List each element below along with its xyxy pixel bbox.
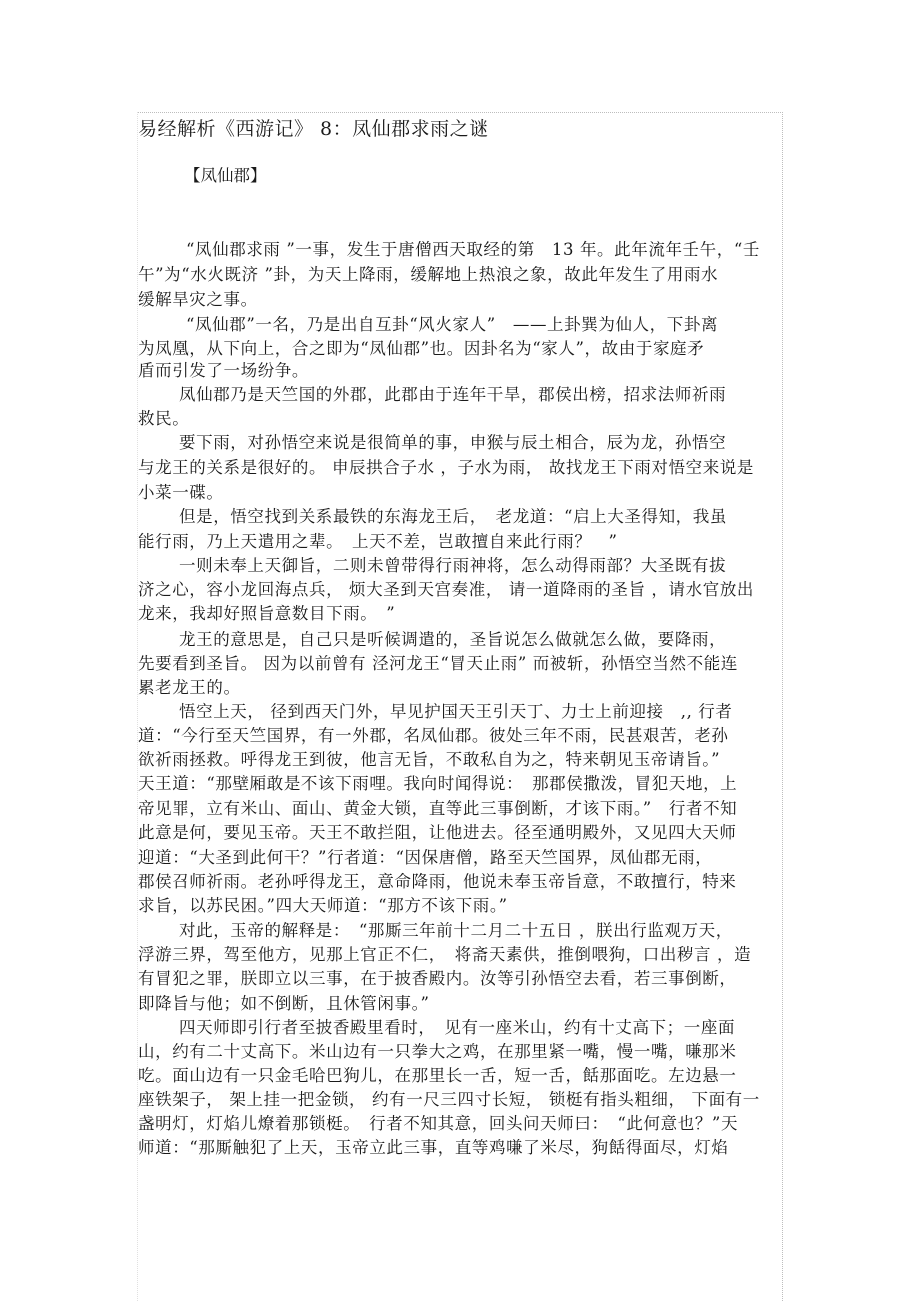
text-line: “凤仙郡”一名，乃是出自互卦“风火家人” ——上卦巽为仙人，下卦离 — [186, 315, 719, 334]
text-line: 座铁架子， 架上挂一把金锁， 约有一尺三四寸长短， 锁梃有指头粗细， 下面有一 — [138, 1090, 760, 1109]
text-line: 有冒犯之罪，朕即立以三事，在于披香殿内。汝等引孙悟空去看，若三事倒断， — [138, 969, 737, 988]
text-line: 悟空上天， 径到西天门外，早见护国天王引天丁、力士上前迎接 ,, 行者 — [179, 702, 733, 721]
text-line: 浮游三界，驾至他方，见那上官正不仁， 将斋天素供，推倒喂狗，口出秽言 ，造 — [138, 945, 752, 964]
text-line: 山，约有二十丈高下。米山边有一只拳大之鸡，在那里紧一嘴，慢一嘴，嗛那米 — [138, 1042, 737, 1061]
text-line: 济之心，容小龙回海点兵， 烦大圣到天宫奏准， 请一道降雨的圣旨 ，请水官放出 — [138, 580, 755, 599]
text-line: 缓解旱灾之事。 — [138, 290, 258, 309]
text-line: 先要看到圣旨。 因为以前曾有 泾河龙王“冒天止雨” 而被斩，孙悟空当然不能连 — [138, 654, 738, 673]
text-line: 与龙王的关系是很好的。 申辰拱合子水 ，子水为雨， 故找龙王下雨对悟空来说是 — [138, 458, 755, 477]
text-line: 对此，玉帝的解释是： “那厮三年前十二月二十五日 ，朕出行监观万天， — [179, 921, 733, 940]
text-line: 天王道：“那壁厢敢是不该下雨哩。我向时闻得说： 那郡侯撒泼，冒犯天地，上 — [138, 774, 738, 793]
text-line: 龙来，我却好照旨意数目下雨。 ” — [138, 604, 396, 623]
text-line: 龙王的意思是，自己只是听候调遣的，圣旨说怎么做就怎么做，要降雨， — [179, 630, 727, 649]
text-line: 此意是何，要见玉帝。天王不敢拦阻，让他进去。径至通明殿外，又见四大天师 — [138, 823, 737, 842]
text-line: 盏明灯，灯焰儿燎着那锁梃。 行者不知其意，回头问天师曰： “此何意也？”天 — [138, 1114, 739, 1133]
text-line: 帝见罪，立有米山、面山、黄金大锁，直等此三事倒断，才该下雨。” 行者不知 — [138, 799, 738, 818]
text-line: 为凤凰，从下向上，合之即为“凤仙郡”也。因卦名为“家人”，故由于家庭矛 — [138, 339, 705, 358]
text-line: 凤仙郡乃是天竺国的外郡，此郡由于连年干旱，郡侯出榜，招求法师祈雨 — [179, 385, 727, 404]
text-line: 一则未奉上天御旨，二则未曾带得行雨神将，怎么动得雨部？大圣既有拔 — [179, 556, 727, 575]
page-border-right — [782, 112, 783, 1301]
text-line: 要下雨，对孙悟空来说是很简单的事，申猴与辰土相合，辰为龙，孙悟空 — [179, 433, 727, 452]
document-title: 易经解析《西游记》 8：凤仙郡求雨之谜 — [138, 118, 489, 140]
text-line: 午”为“水火既济 ”卦，为天上降雨，缓解地上热浪之象，故此年发生了用雨水 — [138, 265, 719, 284]
text-line: 但是，悟空找到关系最铁的东海龙王后， 老龙道：“启上大圣得知，我虽 — [179, 507, 727, 526]
text-line: 即降旨与他；如不倒断，且休管闲事。” — [138, 994, 430, 1013]
text-line: 小菜一碟。 — [138, 483, 224, 502]
text-line: 能行雨，乃上天遣用之辈。 上天不差，岂敢擅自来此行雨？ ” — [138, 532, 618, 551]
text-line: 师道：“那厮触犯了上天，玉帝立此三事，直等鸡嗛了米尽，狗餂得面尽，灯焰 — [138, 1138, 729, 1157]
text-line: 道：“今行至天竺国界，有一外郡，名凤仙郡。彼处三年不雨，民甚艰苦，老孙 — [138, 726, 729, 745]
text-line: 迎道：“大圣到此何干？”行者道：“因保唐僧，路至天竺国界，凤仙郡无雨， — [138, 848, 713, 867]
text-line: 累老龙王的。 — [138, 678, 241, 697]
text-line: 四天师即引行者至披香殿里看时， 见有一座米山，约有十丈高下；一座面 — [179, 1018, 736, 1037]
text-line: 盾而引发了一场纷争。 — [138, 361, 309, 380]
text-line: 欲祈雨拯救。呼得龙王到彼，他言无旨，不敢私自为之，特来朝见玉帝请旨。” — [138, 750, 721, 769]
page-border-top — [137, 112, 783, 113]
text-line: 求旨，以苏民困。”四大天师道：“那方不该下雨。” — [138, 896, 508, 915]
text-line: 吃。面山边有一只金毛哈巴狗儿，在那里长一舌，短一舌，餂那面吃。左边悬一 — [138, 1066, 737, 1085]
section-heading: 【凤仙郡】 — [184, 166, 267, 185]
text-line: 郡侯召师祈雨。老孙呼得龙王，意命降雨，他说未奉玉帝旨意，不敢擅行，特来 — [138, 872, 737, 891]
text-line: 救民。 — [138, 409, 190, 428]
text-line: “凤仙郡求雨 ”一事，发生于唐僧西天取经的第 13 年。此年流年壬午，“壬 — [186, 240, 760, 259]
